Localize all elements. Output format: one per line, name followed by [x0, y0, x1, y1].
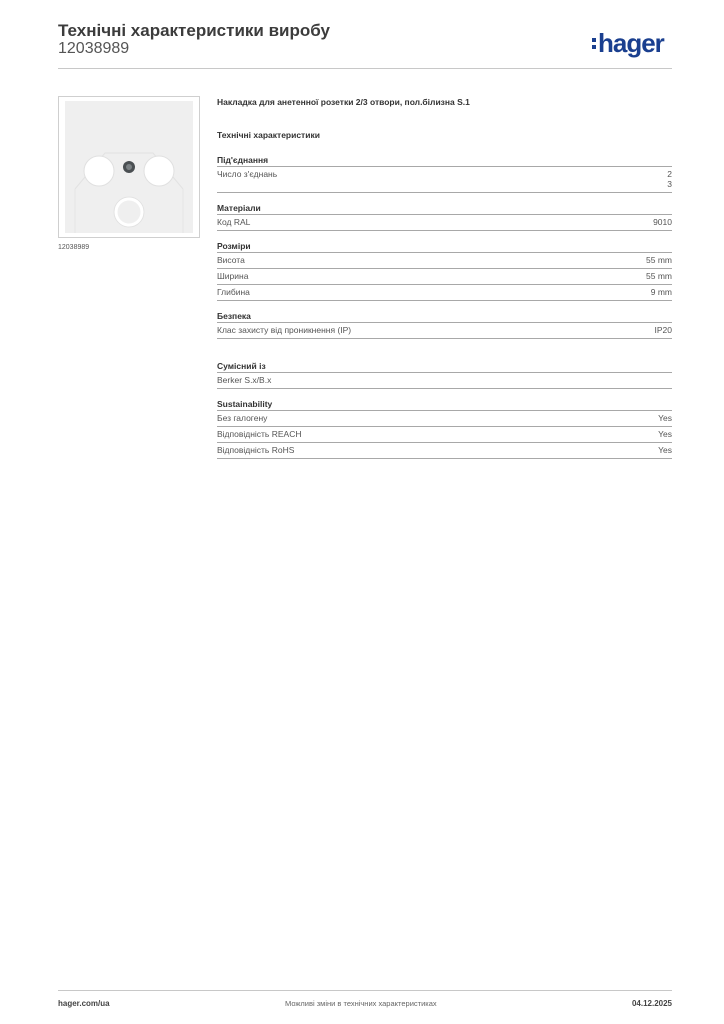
- antenna-socket-icon: [65, 101, 193, 233]
- spec-content: [217, 97, 672, 459]
- spec-section-dimensions: [217, 241, 672, 301]
- spec-section-connection: [217, 155, 672, 193]
- logo-dots-icon: [592, 38, 596, 49]
- spec-row: [217, 373, 672, 389]
- spec-label: Число з'єднань: [217, 169, 278, 179]
- spec-label: Код RAL: [217, 217, 251, 227]
- image-caption: 12038989: [58, 244, 90, 251]
- spec-row: [217, 167, 672, 193]
- spec-value: IP20: [654, 325, 672, 335]
- product-image: [58, 96, 200, 238]
- spec-value: Yes: [658, 445, 672, 455]
- spec-row: [217, 323, 672, 339]
- footer-date: 04.12.2025: [631, 999, 672, 1008]
- page-title: Технічні характеристики виробу: [58, 21, 330, 40]
- spec-label: Без галогену: [217, 413, 268, 423]
- section-heading: Безпека: [217, 311, 672, 323]
- spec-row: [217, 285, 672, 301]
- spec-value: 9 mm: [650, 287, 672, 297]
- spec-label: Ширина: [217, 271, 249, 281]
- section-heading: Сумісний із: [217, 361, 672, 373]
- spec-value: Yes: [658, 413, 672, 423]
- spec-section-compatible: [217, 361, 672, 389]
- section-heading: Матеріали: [217, 203, 672, 215]
- spec-row: [217, 443, 672, 459]
- spec-label: Глибина: [217, 287, 250, 297]
- spec-row: [217, 427, 672, 443]
- footer-note: Можливі зміни в технічних характеристиках: [285, 999, 437, 1008]
- spec-section-materials: [217, 203, 672, 231]
- spec-value: Yes: [658, 429, 672, 439]
- spec-value-line: 3: [667, 179, 672, 189]
- spec-label: Відповідність RoHS: [217, 445, 295, 455]
- spec-label: Відповідність REACH: [217, 429, 302, 439]
- cover-plate-picture: [65, 101, 193, 233]
- spec-row: [217, 215, 672, 231]
- spec-section-safety: [217, 311, 672, 339]
- footer-website-link[interactable]: hager.com/ua: [58, 999, 110, 1008]
- spec-label: Клас захисту від проникнення (IP): [217, 325, 352, 335]
- specs-heading: Технічні характеристики: [217, 130, 320, 140]
- product-code: 12038989: [58, 40, 130, 57]
- header-divider: [58, 68, 672, 69]
- spec-value-line: 2: [667, 169, 672, 179]
- hager-logo: [592, 29, 664, 57]
- spec-section-sustainability: [217, 399, 672, 459]
- section-heading: Розміри: [217, 241, 672, 253]
- spec-row: [217, 269, 672, 285]
- section-heading: Під'єднання: [217, 155, 672, 167]
- logo-wordmark: hager: [598, 27, 664, 58]
- spec-value: 55 mm: [646, 271, 672, 281]
- spec-value: 9010: [653, 217, 672, 227]
- section-heading: Sustainability: [217, 399, 672, 411]
- spec-label: Висота: [217, 255, 245, 265]
- product-title: Накладка для анетенної розетки 2/3 отвори, пол.білизна S.1: [217, 97, 470, 107]
- spec-row: [217, 411, 672, 427]
- footer-divider: [58, 990, 672, 991]
- spec-value: [667, 169, 672, 189]
- spec-row: [217, 253, 672, 269]
- spec-label: Berker S.x/B.x: [217, 375, 272, 385]
- spec-value: 55 mm: [646, 255, 672, 265]
